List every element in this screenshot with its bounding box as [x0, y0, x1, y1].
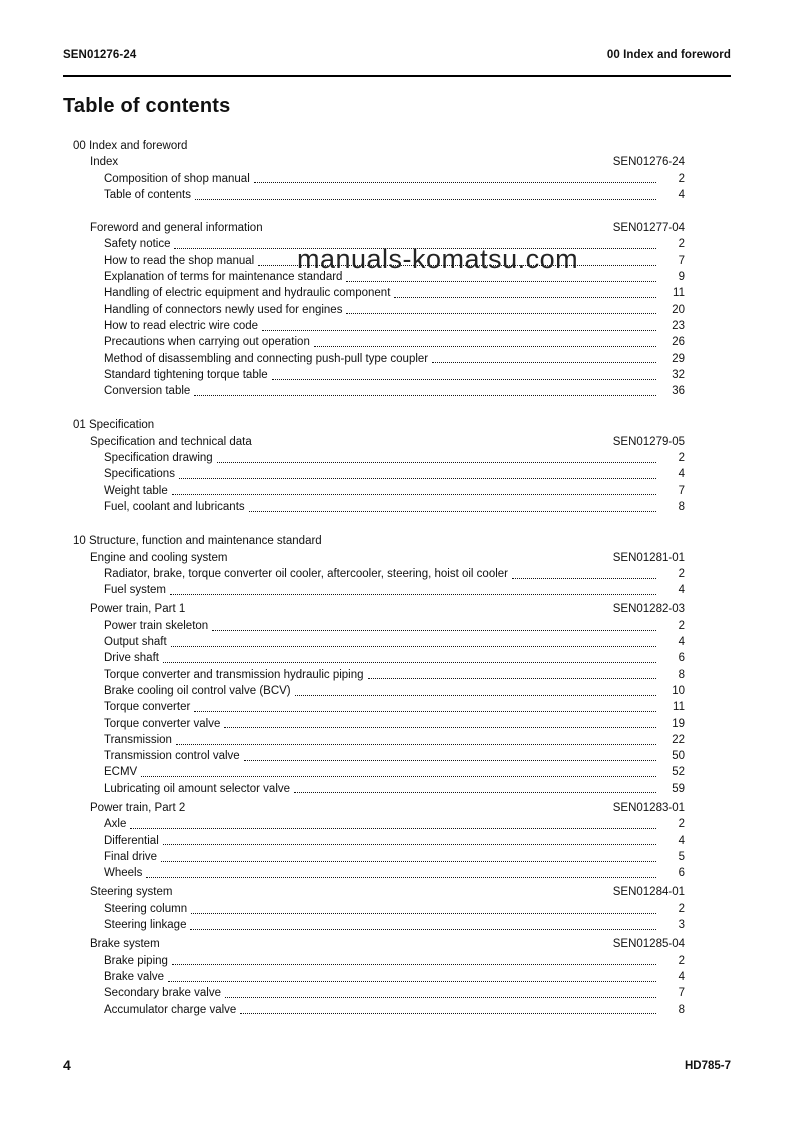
toc-entry [63, 816, 685, 832]
toc-entry [63, 901, 685, 917]
toc-entry-page: 11 [673, 287, 685, 300]
toc-entry-page: 8 [678, 500, 685, 513]
toc-entry-label: Conversion table [104, 385, 191, 398]
toc-section-heading: 00 Index and foreword [73, 140, 188, 152]
toc-group-heading [63, 550, 685, 566]
toc-entry [63, 716, 685, 732]
toc-entry [63, 618, 685, 634]
toc-entry [63, 450, 685, 466]
toc-entry [63, 171, 685, 187]
toc-entry-page: 23 [672, 319, 685, 332]
dot-leader [254, 182, 656, 183]
header-section-title: 00 Index and foreword [606, 49, 731, 61]
toc-entry-page: 59 [672, 782, 685, 795]
toc-entry-page: 2 [678, 567, 685, 580]
toc-entry-label: Handling of connectors newly used for engines [104, 303, 343, 316]
dot-leader [176, 744, 656, 745]
toc-entry-page: 4 [678, 970, 685, 983]
toc-entry-page: 2 [678, 818, 685, 831]
toc-group-code: SEN01277-04 [612, 222, 685, 235]
toc-group-name: Index [90, 156, 119, 169]
toc-entry [63, 334, 685, 350]
dot-leader [195, 199, 656, 200]
toc-entry-page: 32 [672, 368, 685, 381]
toc-entry-label: ECMV [104, 766, 138, 779]
toc-entry [63, 699, 685, 715]
dot-leader [179, 478, 656, 479]
toc-entry [63, 667, 685, 683]
toc-entry [63, 732, 685, 748]
dot-leader [212, 630, 656, 631]
toc-group-code: SEN01282-03 [612, 603, 685, 616]
dot-leader [163, 844, 656, 845]
toc-entry-label: Accumulator charge valve [104, 1003, 237, 1016]
dot-leader [141, 776, 656, 777]
toc-group [63, 936, 685, 1017]
dot-leader [394, 297, 656, 298]
toc-entry-page: 7 [678, 254, 685, 267]
dot-leader [294, 792, 656, 793]
toc-entry-label: Torque converter and transmission hydraulic piping [104, 668, 364, 681]
toc-entry-label: Axle [104, 818, 127, 831]
dot-leader [249, 511, 656, 512]
toc-entry-page: 29 [672, 352, 685, 365]
toc-entry-label: Differential [104, 834, 159, 847]
toc-entry [63, 764, 685, 780]
page-header [63, 49, 731, 61]
toc-group-name: Brake system [90, 938, 160, 951]
toc-group-code: SEN01281-01 [612, 551, 685, 564]
dot-leader [346, 313, 656, 314]
header-doc-code: SEN01276-24 [63, 49, 137, 61]
toc-entry [63, 367, 685, 383]
toc-entry-label: Power train skeleton [104, 619, 209, 632]
toc-entry [63, 566, 685, 582]
toc-entry-page: 10 [672, 684, 685, 697]
dot-leader [170, 594, 656, 595]
toc-entry [63, 917, 685, 933]
toc-section-heading: 10 Structure, function and maintenance standard [73, 535, 322, 548]
toc-entry-page: 2 [678, 238, 685, 251]
dot-leader [240, 1013, 656, 1014]
toc-entry-label: Brake cooling oil control valve (BCV) [104, 684, 291, 697]
toc-section [63, 533, 685, 1018]
toc-entry-label: Explanation of terms for maintenance standard [104, 271, 343, 284]
toc-entry [63, 650, 685, 666]
toc-entry-label: Precautions when carrying out operation [104, 336, 310, 349]
dot-leader [512, 578, 656, 579]
toc-group-code: SEN01285-04 [612, 938, 685, 951]
toc-entry-label: Safety notice [104, 238, 171, 251]
toc-group-name: Engine and cooling system [90, 551, 228, 564]
toc-group-heading [63, 800, 685, 816]
toc-entry-label: Output shaft [104, 636, 167, 649]
dot-leader [314, 346, 656, 347]
toc-entry-label: Specifications [104, 468, 175, 481]
toc-entry-page: 6 [678, 652, 685, 665]
toc-entry-page: 4 [678, 468, 685, 481]
toc-entry-page: 52 [672, 766, 685, 779]
toc-entry [63, 483, 685, 499]
toc-entry-page: 3 [678, 919, 685, 932]
toc-group-name: Foreword and general information [90, 222, 263, 235]
toc-entry [63, 582, 685, 598]
toc-entry [63, 187, 685, 203]
toc-group [63, 434, 685, 515]
toc-entry-label: How to read electric wire code [104, 319, 259, 332]
toc-entry-page: 11 [673, 701, 685, 714]
toc-entry-page: 4 [678, 834, 685, 847]
toc-entry-label: Transmission [104, 733, 172, 746]
toc-entry [63, 499, 685, 515]
toc-entry [63, 466, 685, 482]
toc-entry-page: 4 [678, 584, 685, 597]
toc-entry [63, 683, 685, 699]
toc-entry-page: 9 [678, 271, 685, 284]
dot-leader [244, 760, 656, 761]
dot-leader [130, 828, 656, 829]
toc-entry-page: 8 [678, 1003, 685, 1016]
toc-entry-label: Brake valve [104, 970, 165, 983]
toc-entry-page: 8 [678, 668, 685, 681]
toc-group-code: SEN01284-01 [612, 886, 685, 899]
toc-group-heading [63, 220, 685, 236]
dot-leader [368, 678, 656, 679]
toc-entry-page: 7 [678, 484, 685, 497]
toc-entry [63, 302, 685, 318]
toc-entry-label: Brake piping [104, 954, 168, 967]
dot-leader [346, 281, 656, 282]
toc-entry-label: Torque converter valve [104, 717, 221, 730]
toc-entry [63, 865, 685, 881]
toc-entry-label: Fuel system [104, 584, 166, 597]
toc-entry [63, 833, 685, 849]
dot-leader [262, 330, 656, 331]
toc-entry-label: Specification drawing [104, 452, 213, 465]
toc-entry-label: Handling of electric equipment and hydraulic component [104, 287, 391, 300]
toc-entry-page: 2 [678, 172, 685, 185]
toc-entry [63, 318, 685, 334]
watermark-text: manuals-komatsu.com [297, 244, 579, 274]
toc-group [63, 550, 685, 599]
toc-entry-page: 4 [678, 636, 685, 649]
toc-entry [63, 953, 685, 969]
toc-entry-label: Secondary brake valve [104, 987, 221, 1000]
dot-leader [224, 727, 656, 728]
toc-entry-label: Composition of shop manual [104, 172, 250, 185]
toc-entry-label: Steering linkage [104, 919, 187, 932]
dot-leader [172, 494, 656, 495]
toc-group-code: SEN01279-05 [612, 435, 685, 448]
toc-entry-label: Method of disassembling and connecting push-pull type coupler [104, 352, 429, 365]
toc-group [63, 154, 685, 203]
toc-entry-page: 50 [672, 750, 685, 763]
toc-entry-page: 6 [678, 867, 685, 880]
toc-entry [63, 748, 685, 764]
toc-entry [63, 849, 685, 865]
toc-entry [63, 985, 685, 1001]
toc-entry-page: 2 [678, 954, 685, 967]
toc-entry-label: Lubricating oil amount selector valve [104, 782, 291, 795]
toc-group-heading [63, 434, 685, 450]
toc-entry-label: Radiator, brake, torque converter oil cooler, aftercooler, steering, hoist oil cooler [104, 567, 508, 580]
toc-group-code: SEN01283-01 [612, 801, 685, 814]
toc-entry [63, 781, 685, 797]
toc-entry-page: 22 [672, 733, 685, 746]
dot-leader [146, 877, 656, 878]
toc-group-heading [63, 601, 685, 617]
toc-group [63, 601, 685, 797]
toc-entry-label: Fuel, coolant and lubricants [104, 500, 245, 513]
toc-entry-page: 7 [678, 987, 685, 1000]
dot-leader [168, 981, 656, 982]
toc-entry-page: 19 [672, 717, 685, 730]
footer-page-number: 4 [63, 1057, 71, 1073]
toc-entry [63, 351, 685, 367]
toc-section-heading: 01 Specification [73, 419, 155, 432]
toc-entry-label: How to read the shop manual [104, 254, 255, 267]
dot-leader [194, 711, 656, 712]
dot-leader [172, 964, 656, 965]
dot-leader [194, 395, 656, 396]
toc-entry [63, 634, 685, 650]
dot-leader [190, 929, 656, 930]
dot-leader [217, 462, 656, 463]
toc-entry-label: Wheels [104, 867, 143, 880]
dot-leader [432, 362, 656, 363]
page-title: Table of contents [63, 95, 231, 117]
toc-section [63, 417, 685, 515]
toc-entry-label: Transmission control valve [104, 750, 240, 763]
toc-entry-label: Steering column [104, 902, 188, 915]
toc-group-name: Specification and technical data [90, 435, 252, 448]
toc-entry-label: Torque converter [104, 701, 191, 714]
dot-leader [163, 662, 656, 663]
dot-leader [295, 695, 656, 696]
toc-entry-page: 4 [678, 188, 685, 201]
toc-group-heading [63, 154, 685, 170]
toc-entry [63, 969, 685, 985]
toc-entry [63, 383, 685, 399]
toc-entry-page: 36 [672, 385, 685, 398]
toc-entry-label: Table of contents [104, 188, 191, 201]
dot-leader [171, 646, 656, 647]
dot-leader [191, 913, 656, 914]
toc-entry-page: 2 [678, 902, 685, 915]
toc-entry-label: Final drive [104, 850, 158, 863]
toc-group [63, 884, 685, 933]
toc-entry-page: 5 [678, 850, 685, 863]
toc-group-code: SEN01276-24 [612, 156, 685, 169]
toc-entry-label: Standard tightening torque table [104, 368, 268, 381]
toc-group-name: Power train, Part 1 [90, 603, 186, 616]
toc-group [63, 800, 685, 881]
toc-group-name: Steering system [90, 886, 173, 899]
dot-leader [272, 379, 656, 380]
toc-entry [63, 1002, 685, 1018]
toc-entry-label: Drive shaft [104, 652, 159, 665]
toc-group-heading [63, 884, 685, 900]
dot-leader [225, 997, 656, 998]
dot-leader [161, 861, 656, 862]
toc-entry-label: Weight table [104, 484, 168, 497]
header-rule [63, 75, 731, 77]
footer-model-code: HD785-7 [684, 1060, 731, 1072]
toc-entry-page: 20 [672, 303, 685, 316]
toc-entry-page: 2 [678, 619, 685, 632]
toc-group-heading [63, 936, 685, 952]
toc-entry-page: 2 [678, 452, 685, 465]
toc-group-name: Power train, Part 2 [90, 801, 186, 814]
toc-entry-page: 26 [672, 336, 685, 349]
toc-entry [63, 285, 685, 301]
